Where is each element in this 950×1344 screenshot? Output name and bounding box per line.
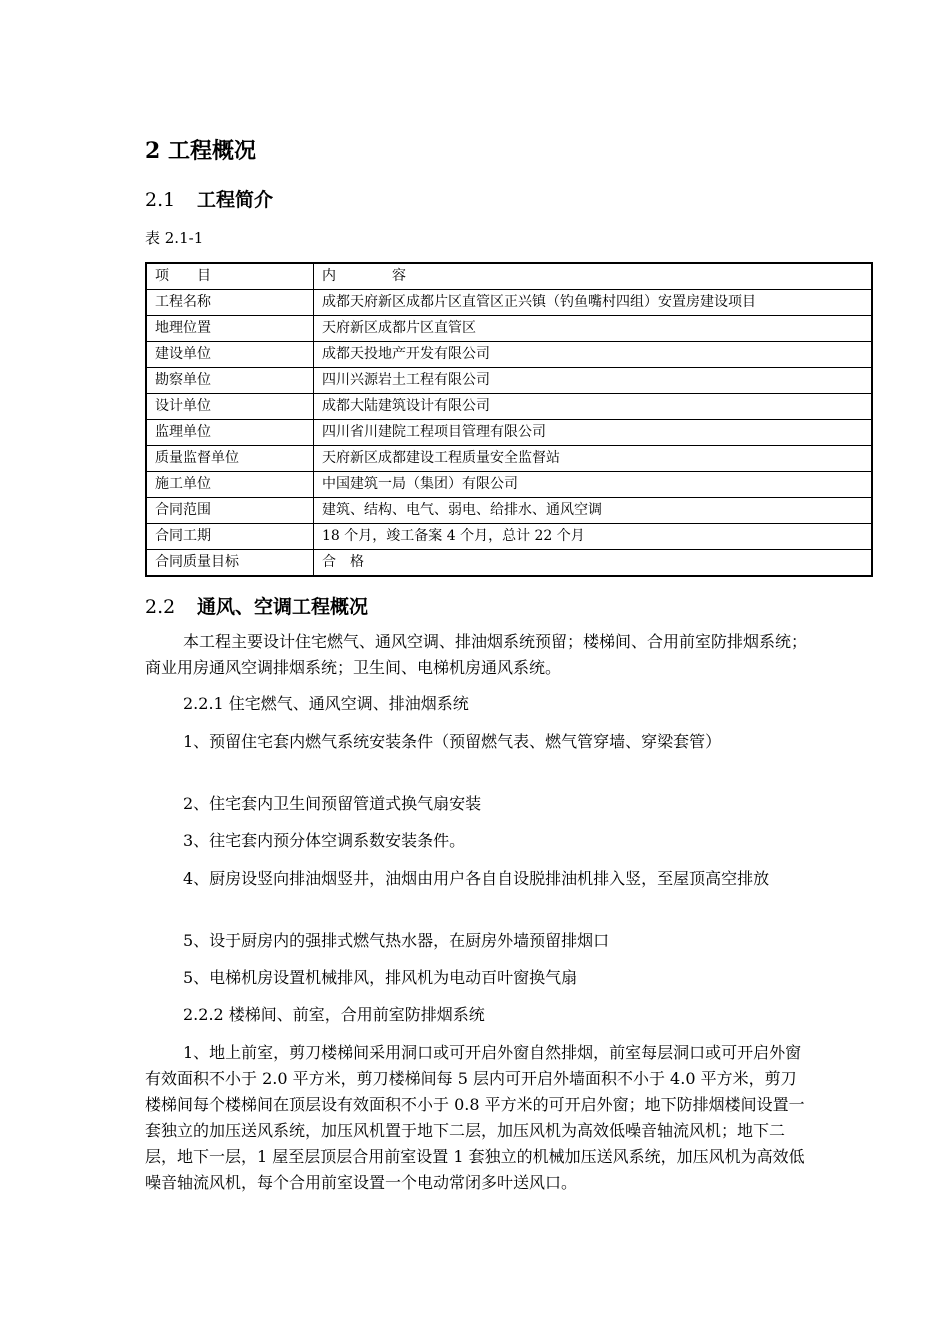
table-cell-value: 四川兴源岩土工程有限公司 xyxy=(314,368,873,394)
list-item: 5、电梯机房设置机械排风，排风机为电动百叶窗换气扇 xyxy=(183,968,578,987)
table-header-cell: 内 容 xyxy=(314,263,873,290)
table-row xyxy=(146,446,872,472)
table-row xyxy=(146,420,872,446)
table-row xyxy=(146,368,872,394)
table-header-row xyxy=(146,263,872,290)
list-item: 1、预留住宅套内燃气系统安装条件（预留燃气表、燃气管穿墙、穿梁套管） xyxy=(183,732,722,751)
table-cell-label: 合同范围 xyxy=(146,498,314,524)
list-item: 4、厨房设竖向排油烟竖井，油烟由用户各自自设脱排油机排入竖，至屋顶高空排放 xyxy=(183,869,770,888)
subsection-heading: 2.2.1 住宅燃气、通风空调、排油烟系统 xyxy=(183,694,469,713)
table-row xyxy=(146,498,872,524)
section-number: 2.1 xyxy=(145,189,176,211)
table-cell-label: 设计单位 xyxy=(146,394,314,420)
table-caption: 表 2.1-1 xyxy=(145,229,204,247)
table-row xyxy=(146,316,872,342)
table-cell-value: 18 个月，竣工备案 4 个月，总计 22 个月 xyxy=(314,524,873,550)
table-row xyxy=(146,472,872,498)
intro-paragraph: 本工程主要设计住宅燃气、通风空调、排油烟系统预留；楼梯间、合用前室防排烟系统；商业用房通风空调排烟系统；卫生间、电梯机房通风系统。 xyxy=(145,632,808,677)
project-info-table xyxy=(145,262,873,577)
section-title: 通风、空调工程概况 xyxy=(197,596,369,618)
table-cell-label: 质量监督单位 xyxy=(146,446,314,472)
table-cell-label: 施工单位 xyxy=(146,472,314,498)
table-cell-value: 中国建筑一局（集团）有限公司 xyxy=(314,472,873,498)
section-number: 2.2 xyxy=(145,596,176,618)
table-row xyxy=(146,290,872,316)
table-cell-value: 四川省川建院工程项目管理有限公司 xyxy=(314,420,873,446)
table-cell-label: 建设单位 xyxy=(146,342,314,368)
table-cell-value: 天府新区成都建设工程质量安全监督站 xyxy=(314,446,873,472)
table-cell-value: 合 格 xyxy=(314,550,873,577)
subsection-heading: 2.2.2 楼梯间、前室，合用前室防排烟系统 xyxy=(183,1005,485,1024)
table-cell-value: 成都大陆建筑设计有限公司 xyxy=(314,394,873,420)
table-row xyxy=(146,524,872,550)
section-title: 工程简介 xyxy=(197,189,274,211)
table-cell-value: 成都天投地产开发有限公司 xyxy=(314,342,873,368)
table-cell-value: 建筑、结构、电气、弱电、给排水、通风空调 xyxy=(314,498,873,524)
table-row xyxy=(146,550,872,577)
table-row xyxy=(146,394,872,420)
list-item: 2、住宅套内卫生间预留管道式换气扇安装 xyxy=(183,794,482,813)
section-heading-2-1 xyxy=(145,185,273,215)
chapter-heading: 2 工程概况 xyxy=(145,138,256,164)
table-cell-label: 勘察单位 xyxy=(146,368,314,394)
table-cell-label: 工程名称 xyxy=(146,290,314,316)
section-heading-2-2 xyxy=(145,592,368,622)
list-item: 5、设于厨房内的强排式燃气热水器，在厨房外墙预留排烟口 xyxy=(183,931,610,950)
table-row xyxy=(146,342,872,368)
table-cell-label: 地理位置 xyxy=(146,316,314,342)
table-cell-value: 成都天府新区成都片区直管区正兴镇（钓鱼嘴村四组）安置房建设项目 xyxy=(314,290,873,316)
list-item: 3、往宅套内预分体空调系数安装条件。 xyxy=(183,831,466,850)
table-cell-label: 监理单位 xyxy=(146,420,314,446)
table-cell-label: 合同工期 xyxy=(146,524,314,550)
table-cell-label: 合同质量目标 xyxy=(146,550,314,577)
list-item: 1、地上前室，剪刀楼梯间采用洞口或可开启外窗自然排烟，前室每层洞口或可开启外窗有效面积不小于 2.0 平方米，剪刀楼梯间每 5 层内可开启外墙面积不小于 4.0 平方米，剪刀楼梯间每个楼梯间在顶层设有效面积不小于 0.8 平方米的可开启外窗；地下防排烟楼间设置一套独立的加压送风系统，加压风机置于地下二层，加压风机为高效低噪音轴流风机；地下二层，地下一层，1 屋至层顶层合用前室设置 1 套独立的机械加压送风系统，加压风机为高效低噪音轴流风机，每个合用前室设置一个电动常闭多叶送风口。 xyxy=(145,1043,805,1192)
table-cell-value: 天府新区成都片区直管区 xyxy=(314,316,873,342)
table-header-cell: 项 目 xyxy=(146,263,314,290)
